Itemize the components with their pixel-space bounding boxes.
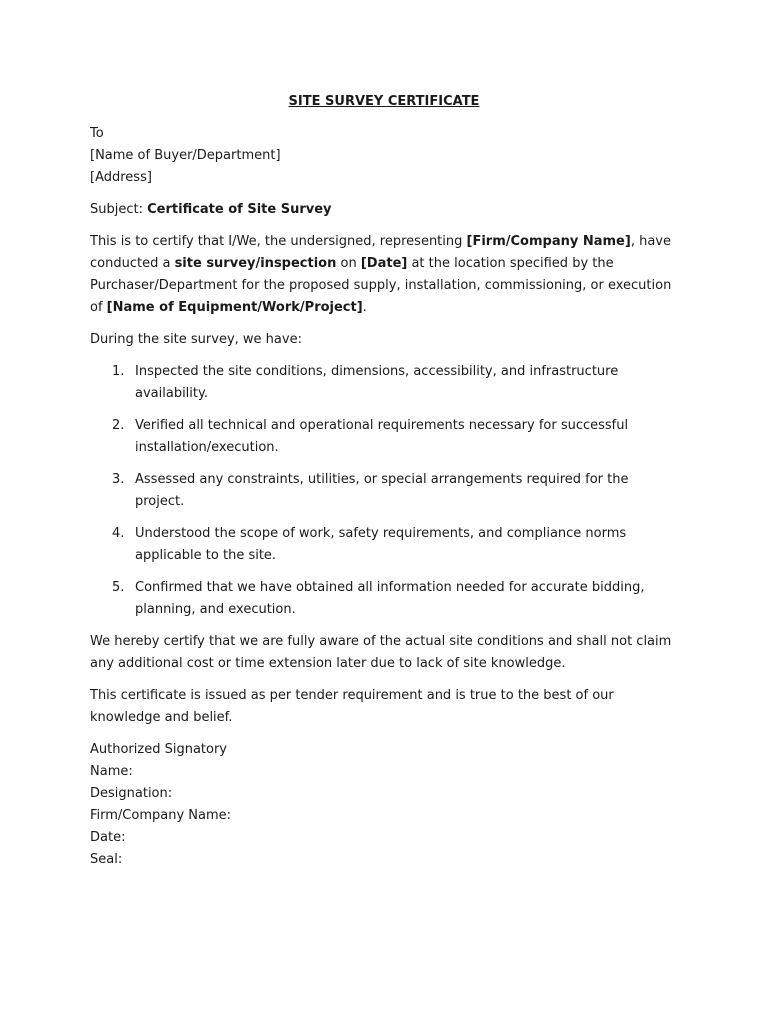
subject-label: Subject: [90,202,148,217]
signature-block [90,739,678,871]
list-item-text: Confirmed that we have obtained all information needed for accurate bidding, planning, and execution. [135,580,645,617]
project-name-placeholder: [Name of Equipment/Work/Project] [106,300,363,315]
firm-name-placeholder: [Firm/Company Name] [466,234,631,249]
signatory-designation-label: Designation: [90,786,173,801]
list-item-text: Inspected the site conditions, dimensions, accessibility, and infrastructure availability. [135,364,619,401]
list-item [112,361,678,405]
issued-statement: This certificate is issued as per tender requirement and is true to the best of our knowledge and belief. [90,688,614,725]
certify-text-1: This is to certify that I/We, the undersigned, representing [90,234,467,249]
list-item-number: 4. [112,526,125,541]
survey-intro: During the site survey, we have: [90,332,302,347]
address-line-address: [Address] [90,170,152,185]
list-item-text: Assessed any constraints, utilities, or special arrangements required for the project. [135,472,629,509]
signatory-seal-label: Seal: [90,852,123,867]
signatory-name-label: Name: [90,764,133,779]
certify-paragraph [90,231,678,319]
signatory-firm-label: Firm/Company Name: [90,808,232,823]
subject-line [90,199,678,221]
list-item [112,523,678,567]
document-title: SITE SURVEY CERTIFICATE [288,94,480,109]
address-block [90,123,678,189]
list-item [112,415,678,459]
survey-type: site survey/inspection [174,256,337,271]
list-item [112,577,678,621]
list-item-number: 1. [112,364,125,379]
certify-text-2: , have conducted a [90,234,671,271]
certify-text-3: on [336,256,361,271]
signatory-title: Authorized Signatory [90,742,227,757]
list-item [112,469,678,513]
signatory-date-label: Date: [90,830,126,845]
list-item-number: 3. [112,472,125,487]
date-placeholder: [Date] [360,256,408,271]
certify-text-4: at the location specified by the Purchaser/Department for the proposed supply, installation, commissioning, or execution of [90,256,672,315]
declaration-paragraph: We hereby certify that we are fully aware of the actual site conditions and shall not claim any additional cost or time extension later due to lack of site knowledge. [90,634,672,671]
address-line-recipient: [Name of Buyer/Department] [90,148,281,163]
subject-value: Certificate of Site Survey [147,202,332,217]
address-line-to: To [90,126,104,141]
list-item-text: Understood the scope of work, safety requirements, and compliance norms applicable to the site. [135,526,627,563]
list-item-text: Verified all technical and operational requirements necessary for successful installation/execution. [135,418,629,455]
list-item-number: 2. [112,418,125,433]
certify-text-5: . [362,300,367,315]
list-item-number: 5. [112,580,125,595]
survey-points-list [90,361,678,621]
